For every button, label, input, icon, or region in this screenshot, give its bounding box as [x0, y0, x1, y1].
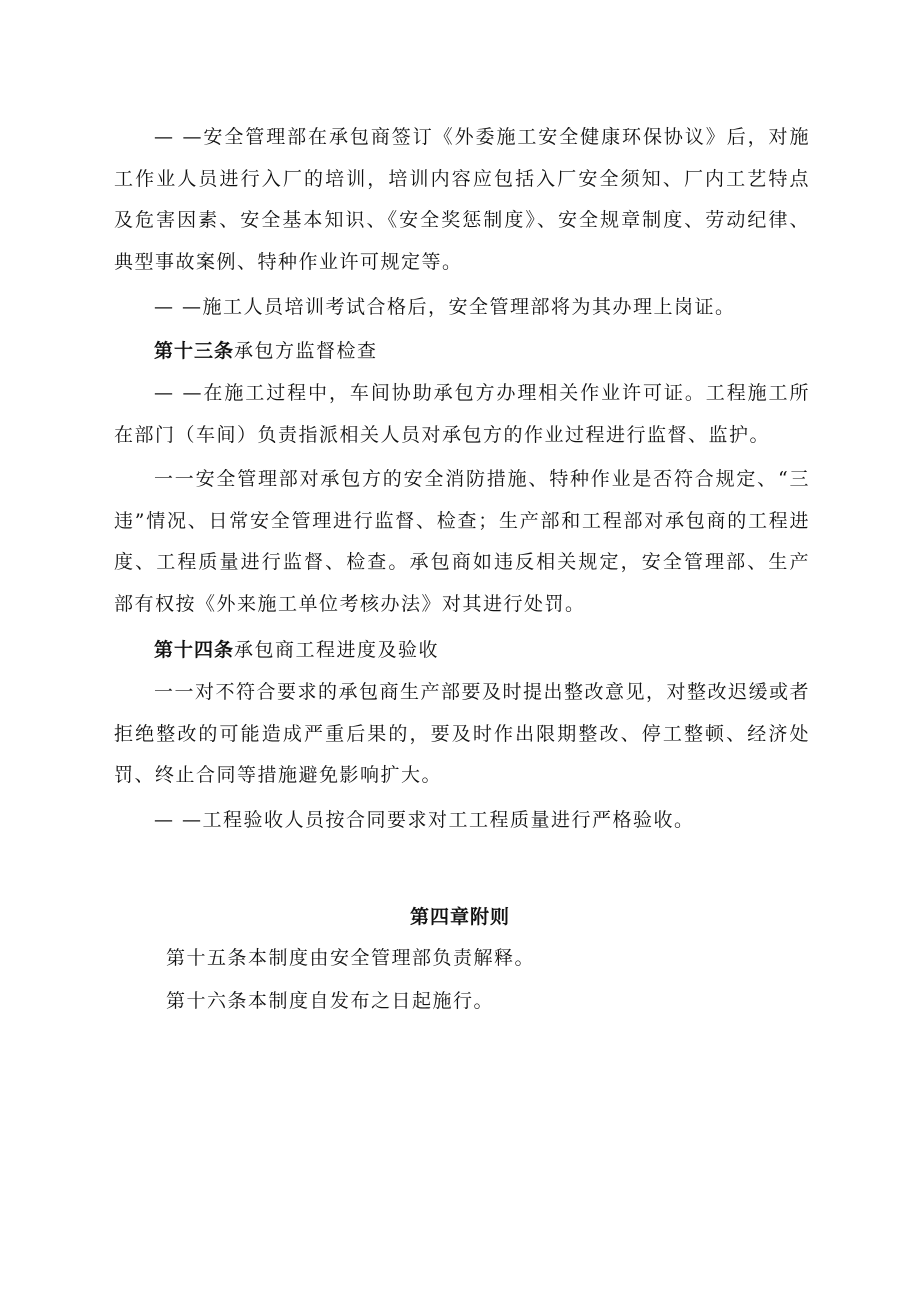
article-14-paragraph-2: — —工程验收人员按合同要求对工工程质量进行严格验收。	[154, 809, 695, 831]
paragraph-training: — —安全管理部在承包商签订《外委施工安全健康环保协议》后，对施工作业人员进行入厂的培训，培训内容应包括入厂安全须知、厂内工艺特点及危害因素、安全基本知识、《安全奖惩制度》、安全规章制度、劳动纪律、典型事故案例、特种作业许可规定等。	[114, 126, 810, 273]
chapter-4-title: 第四章附则	[409, 906, 510, 928]
article-16-text: 本制度自发布之日起施行。	[248, 990, 495, 1012]
article-16-label: 第十六条	[166, 990, 249, 1012]
article-14-heading	[114, 630, 810, 672]
article-14-label: 第十四条	[154, 639, 235, 661]
article-13-paragraph-1: — —在施工过程中，车间协助承包方办理相关作业许可证。工程施工所在部门（车间）负责指派相关人员对承包方的作业过程进行监督、监护。	[114, 382, 810, 446]
article-15-label: 第十五条	[166, 947, 249, 969]
article-15	[166, 943, 806, 973]
article-15-text: 本制度由安全管理部负责解释。	[248, 947, 536, 969]
article-16	[166, 986, 806, 1016]
article-13-title: 承包方监督检查	[234, 340, 378, 362]
article-14-title: 承包商工程进度及验收	[234, 639, 440, 661]
article-13-label: 第十三条	[154, 340, 235, 362]
article-13-paragraph-2: 一一安全管理部对承包方的安全消防措施、特种作业是否符合规定、“三违”情况、日常安全管理进行监督、检查；生产部和工程部对承包商的工程进度、工程质量进行监督、检查。承包商如违反相关规定，安全管理部、生产部有权按《外来施工单位考核办法》对其进行处罚。	[114, 468, 810, 615]
article-14-paragraph-1: 一一对不符合要求的承包商生产部要及时提出整改意见，对整改迟缓或者拒绝整改的可能造成严重后果的，要及时作出限期整改、停工整顿、经济处罚、终止合同等措施避免影响扩大。	[114, 681, 811, 786]
paragraph-work-permit-card: — —施工人员培训考试合格后，安全管理部将为其办理上岗证。	[154, 296, 736, 318]
article-13-heading	[114, 331, 810, 373]
